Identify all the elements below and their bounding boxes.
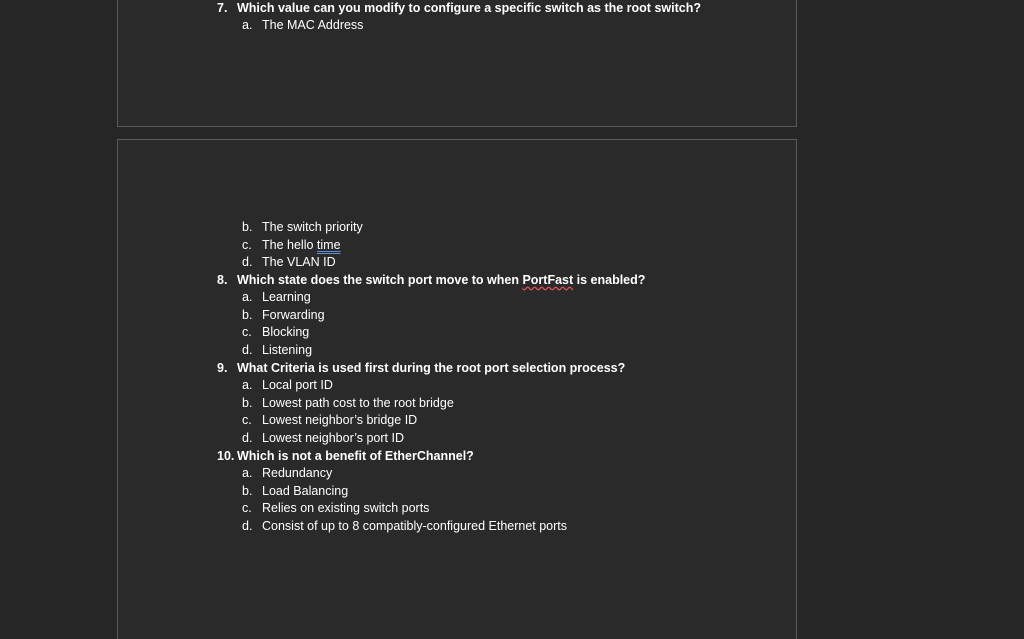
question-8: 8. Which state does the switch port move to when PortFast is enabled? (217, 272, 645, 290)
answer-9a: a. Local port ID (242, 378, 333, 392)
answer-9b: b. Lowest path cost to the root bridge (242, 395, 454, 410)
answer-9d: d. Lowest neighbor’s port ID (242, 430, 404, 445)
answer-7c: c. The hello time (242, 237, 341, 252)
answer-8a: a. Learning (242, 290, 311, 304)
question-number: 9. (217, 360, 228, 375)
answer-10c: c. Relies on existing switch ports (242, 501, 430, 515)
question-7 (217, 0, 701, 18)
document-page-2 (117, 139, 797, 639)
answer-10a: a. Redundancy (242, 466, 333, 480)
answer-7d: d. The VLAN ID (242, 255, 336, 269)
answer-10d: d. Consist of up to 8 compatibly-configured Ethernet ports (242, 518, 568, 533)
grammar-flag[interactable]: time (316, 237, 341, 252)
spelling-flag[interactable]: PortFast (522, 272, 574, 287)
question-text: Which value can you modify to configure a specific switch as the root switch? (237, 1, 701, 15)
question-text: Which is not a benefit of EtherChannel? (237, 448, 474, 463)
answer-8d: d. Listening (242, 343, 313, 357)
question-number: 10. (217, 448, 235, 463)
answer-8c: c. Blocking (242, 325, 310, 339)
question-10 (217, 448, 474, 466)
answer-10b: b. Load Balancing (242, 483, 349, 498)
question-number: 8. (217, 272, 228, 287)
question-9 (217, 360, 625, 378)
document-page-1 (117, 0, 797, 127)
question-text: What Criteria is used first during the root port selection process? (237, 360, 626, 375)
answer-7b: b. The switch priority (242, 220, 363, 234)
answer-8b: b. Forwarding (242, 307, 325, 322)
answer-9c: c. Lowest neighbor’s bridge ID (242, 413, 418, 427)
answer-7a: a. The MAC Address (242, 18, 364, 32)
question-number: 7. (217, 1, 228, 15)
